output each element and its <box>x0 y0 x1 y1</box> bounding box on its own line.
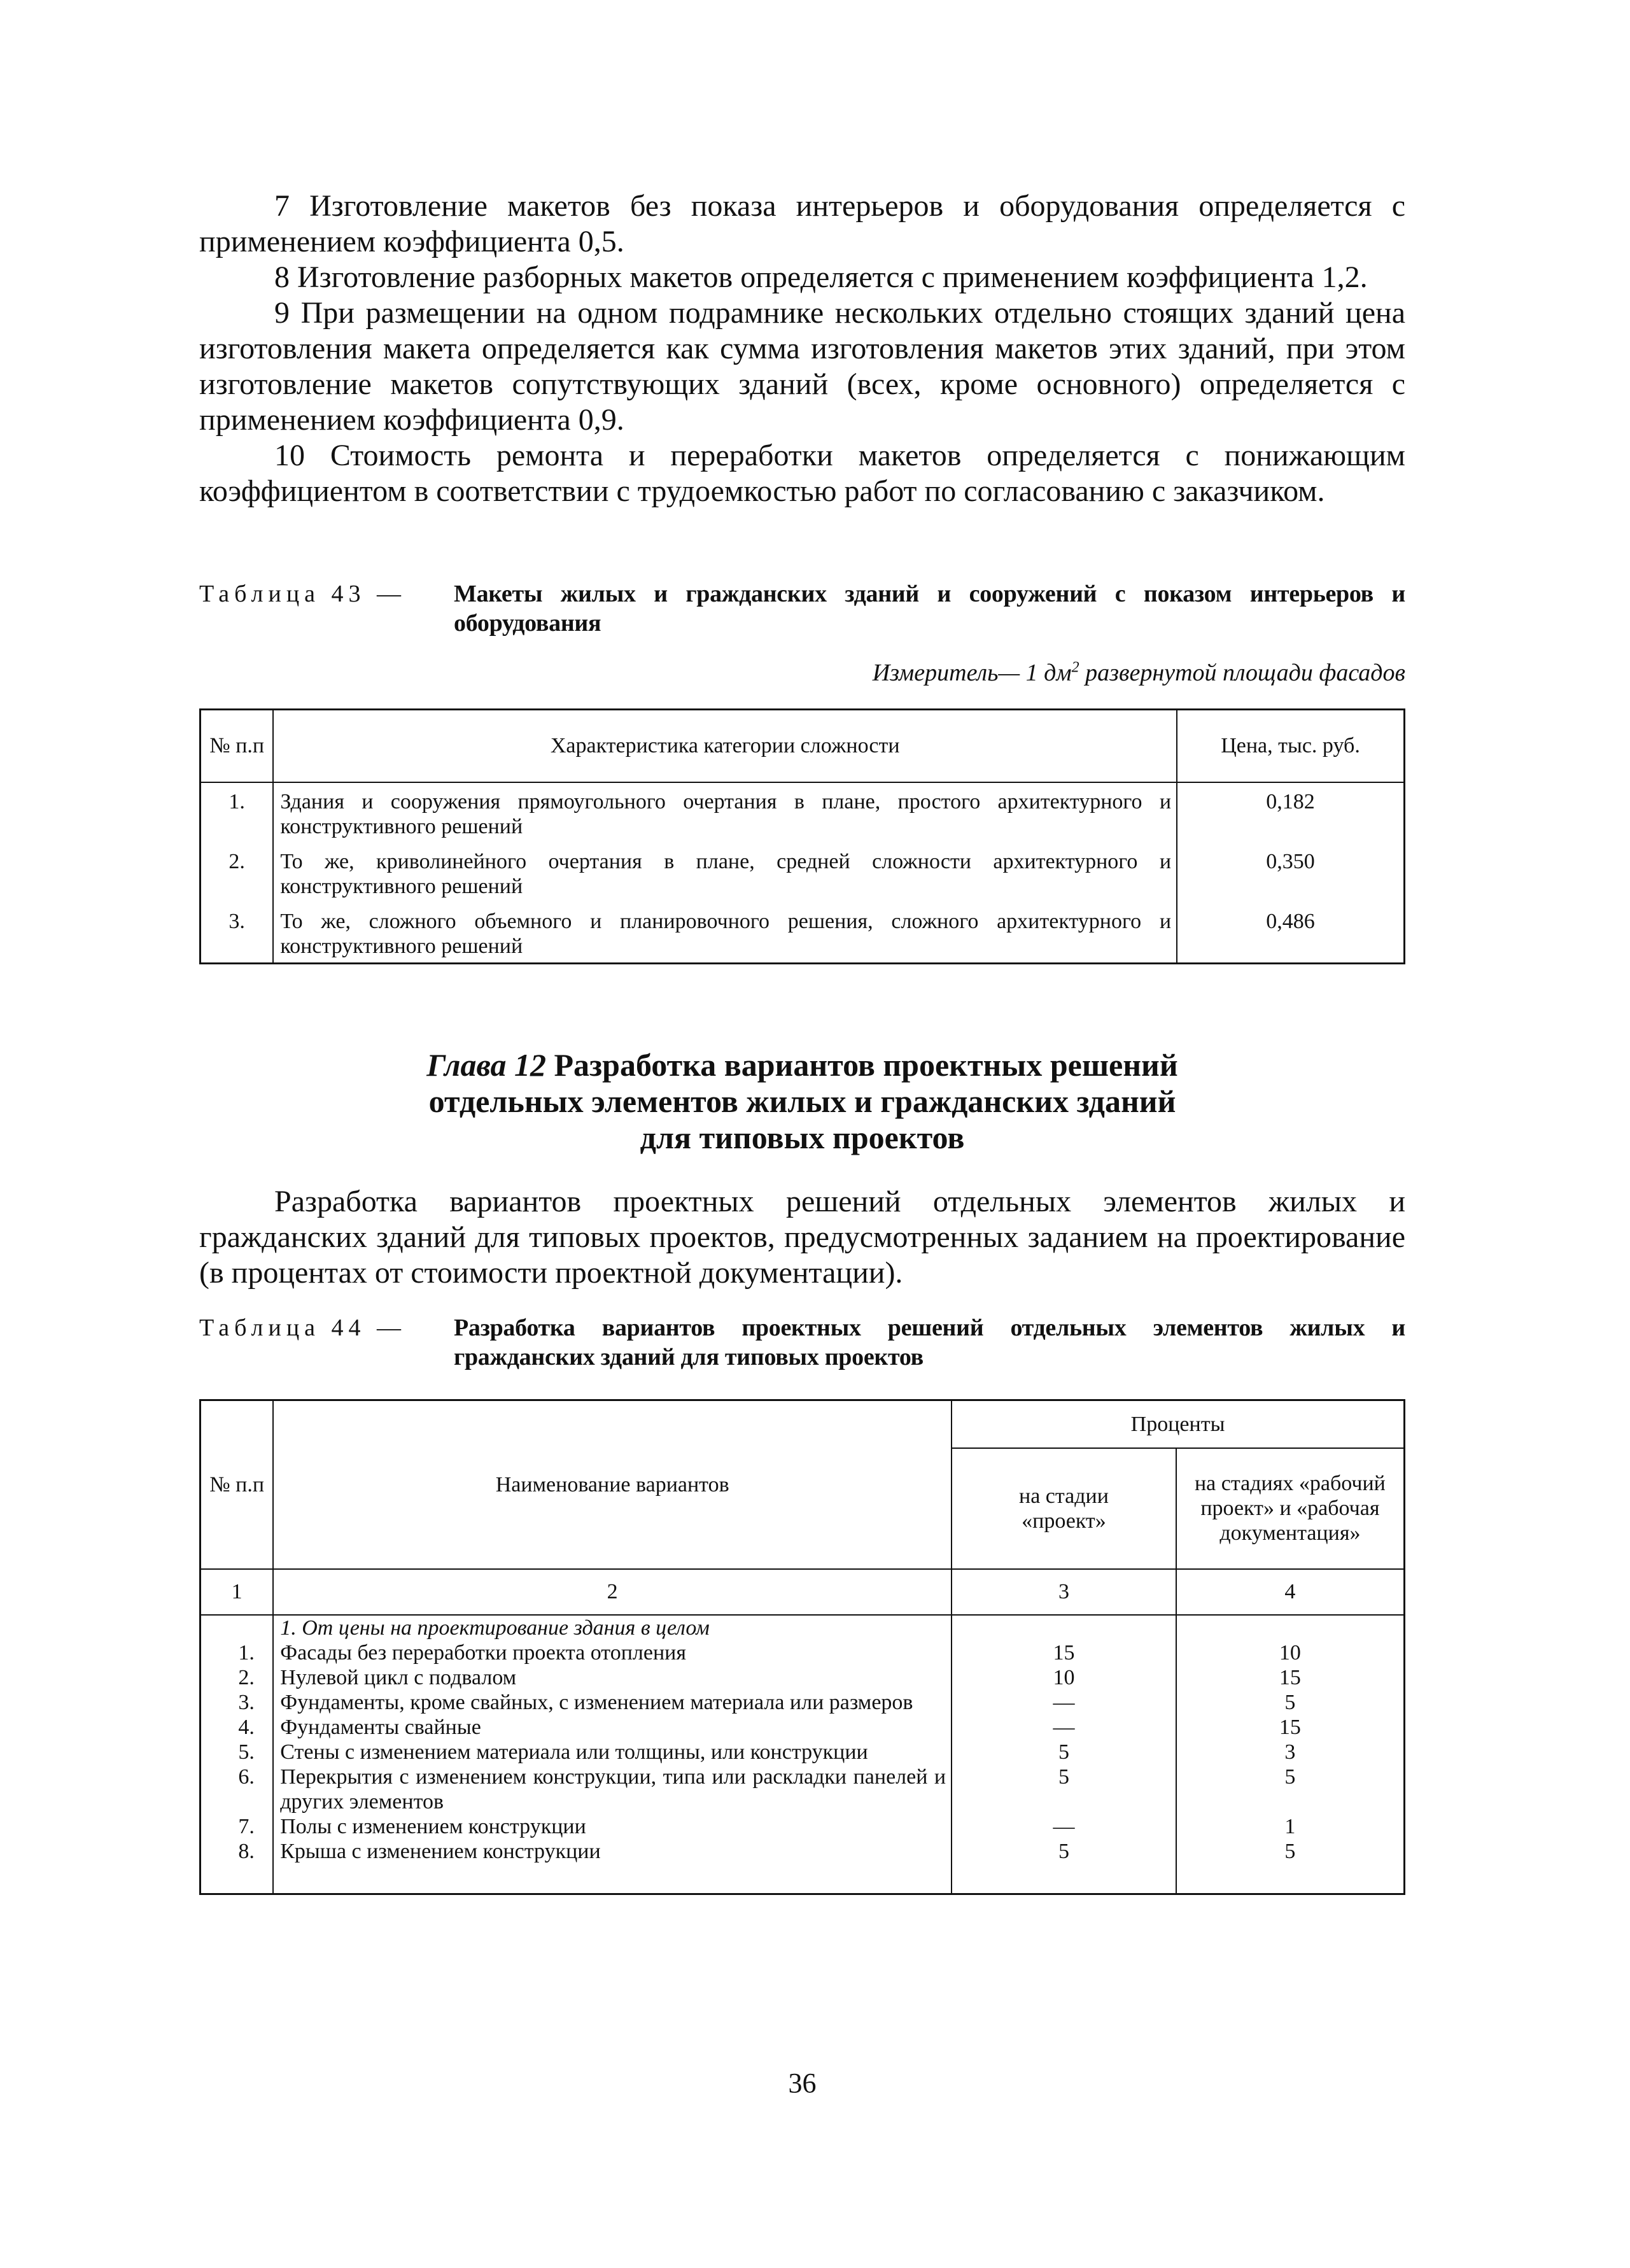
header-stage-working: на стадиях «рабочий проект» и «рабочая документация» <box>1176 1448 1405 1569</box>
meter-sup: 2 <box>1071 659 1079 676</box>
row-stage-working: 5 <box>1176 1839 1405 1894</box>
section-row <box>200 1615 1405 1640</box>
table-row <box>200 903 1405 964</box>
row-stage-working: 15 <box>1176 1665 1405 1690</box>
header-num: № п.п <box>200 1400 274 1569</box>
row-stage-project: — <box>952 1715 1176 1740</box>
row-name: Фундаменты свайные <box>273 1715 952 1740</box>
header-description: Характеристика категории сложности <box>273 710 1177 782</box>
row-num: 1. <box>200 782 274 843</box>
row-description: То же, криволинейного очертания в плане, средней сложности архитектурного и конструктивного решений <box>273 843 1177 903</box>
chapter-line-2: отдельных элементов жилых и гражданских зданий <box>428 1083 1176 1119</box>
row-stage-project: 5 <box>952 1839 1176 1894</box>
row-num: 3. <box>200 1690 274 1715</box>
row-name: Крыша с изменением конструкции <box>273 1839 952 1894</box>
chapter-heading <box>199 1047 1405 1156</box>
row-name: Фасады без переработки проекта отопления <box>273 1640 952 1665</box>
column-numbers-row <box>200 1569 1405 1615</box>
row-num: 1. <box>200 1640 274 1665</box>
row-stage-working: 1 <box>1176 1814 1405 1839</box>
row-price: 0,350 <box>1177 843 1404 903</box>
section-title: 1. От цены на проектирование здания в целом <box>273 1615 952 1640</box>
row-num: 4. <box>200 1715 274 1740</box>
table-43-meter <box>642 659 1405 687</box>
table-44-title: Разработка вариантов проектных решений отдельных элементов жилых и гражданских зданий для типовых проектов <box>454 1314 1405 1370</box>
table-row <box>200 782 1405 843</box>
row-stage-working: 5 <box>1176 1690 1405 1715</box>
column-number: 1 <box>200 1569 274 1615</box>
column-number: 3 <box>952 1569 1176 1615</box>
table-43-caption <box>199 579 1405 643</box>
row-price: 0,182 <box>1177 782 1404 843</box>
row-name: Перекрытия с изменением конструкции, типа или раскладки панелей и других элементов <box>273 1764 952 1814</box>
row-stage-project: 5 <box>952 1740 1176 1764</box>
row-name: Нулевой цикл с подвалом <box>273 1665 952 1690</box>
row-name: Фундаменты, кроме свайных, с изменением материала или размеров <box>273 1690 952 1715</box>
row-num: 8. <box>200 1839 274 1894</box>
table-row <box>200 1740 1405 1764</box>
header-num: № п.п <box>200 710 274 782</box>
table-44-label: Таблица 44 — <box>199 1314 407 1341</box>
row-num: 2. <box>200 843 274 903</box>
row-num: 6. <box>200 1764 274 1814</box>
table-row <box>200 843 1405 903</box>
chapter-title-part-1: Разработка вариантов проектных решений <box>546 1047 1178 1083</box>
intro-paragraphs <box>199 188 1405 509</box>
table-43-label: Таблица 43 — <box>199 581 407 607</box>
table-row <box>200 1814 1405 1839</box>
row-description: Здания и сооружения прямоугольного очертания в плане, простого архитектурного и конструктивного решений <box>273 782 1177 843</box>
header-stage-project: на стадии «проект» <box>952 1448 1176 1569</box>
chapter-label: Глава 12 <box>426 1047 546 1083</box>
column-number: 4 <box>1176 1569 1405 1615</box>
row-stage-project: 15 <box>952 1640 1176 1665</box>
paragraph-7: 7 Изготовление макетов без показа интерьеров и оборудования определяется с применением коэффициента 0,5. <box>199 189 1405 258</box>
column-number: 2 <box>273 1569 952 1615</box>
table-row <box>200 1715 1405 1740</box>
header-name: Наименование вариантов <box>273 1400 952 1569</box>
header-price: Цена, тыс. руб. <box>1177 710 1404 782</box>
row-price: 0,486 <box>1177 903 1404 964</box>
paragraph-8: 8 Изготовление разборных макетов определяется с применением коэффициента 1,2. <box>274 260 1368 294</box>
row-stage-project: — <box>952 1690 1176 1715</box>
header-percents: Проценты <box>952 1400 1404 1448</box>
table-43 <box>199 708 1405 964</box>
row-name: Стены с изменением материала или толщины, или конструкции <box>273 1740 952 1764</box>
page-number: 36 <box>788 2067 817 2099</box>
table-row <box>200 1640 1405 1665</box>
row-stage-project: 5 <box>952 1764 1176 1814</box>
row-num: 2. <box>200 1665 274 1690</box>
document-page <box>199 0 1405 2268</box>
row-name: Полы с изменением конструкции <box>273 1814 952 1839</box>
row-stage-project: — <box>952 1814 1176 1839</box>
table-43-title: Макеты жилых и гражданских зданий и сооружений с показом интерьеров и оборудования <box>454 581 1405 637</box>
row-num: 3. <box>200 903 274 964</box>
row-stage-working: 10 <box>1176 1640 1405 1665</box>
chapter-paragraph: Разработка вариантов проектных решений отдельных элементов жилых и гражданских зданий для типовых проектов, предусмотренных заданием на проектирование (в процентах от стоимости проектной документации). <box>199 1185 1405 1290</box>
meter-prefix: Измеритель— 1 дм <box>872 659 1072 686</box>
table-44-caption <box>199 1313 1405 1377</box>
chapter-line-1 <box>199 1047 1405 1083</box>
table-row <box>200 1665 1405 1690</box>
row-stage-working: 3 <box>1176 1740 1405 1764</box>
row-stage-working: 5 <box>1176 1764 1405 1814</box>
chapter-line-3: для типовых проектов <box>640 1120 965 1155</box>
paragraph-9: 9 При размещении на одном подрамнике нескольких отдельно стоящих зданий цена изготовления макета определяется как сумма изготовления макетов этих зданий, при этом изготовление макетов сопутствующих зданий (всех, кроме основного) определяется с применением коэффициента 0,9. <box>199 296 1405 437</box>
row-stage-working: 15 <box>1176 1715 1405 1740</box>
row-description: То же, сложного объемного и планировочного решения, сложного архитектурного и конструктивного решений <box>273 903 1177 964</box>
table-row <box>200 1690 1405 1715</box>
row-num: 7. <box>200 1814 274 1839</box>
paragraph-10: 10 Стоимость ремонта и переработки макетов определяется с понижающим коэффициентом в соответствии с трудоемкостью работ по согласованию с заказчиком. <box>199 439 1405 508</box>
row-num: 5. <box>200 1740 274 1764</box>
table-44 <box>199 1399 1405 1895</box>
row-stage-project: 10 <box>952 1665 1176 1690</box>
chapter-paragraph-block <box>199 1184 1405 1291</box>
meter-suffix: развернутой площади фасадов <box>1079 659 1405 686</box>
table-row <box>200 1839 1405 1894</box>
table-row <box>200 1764 1405 1814</box>
